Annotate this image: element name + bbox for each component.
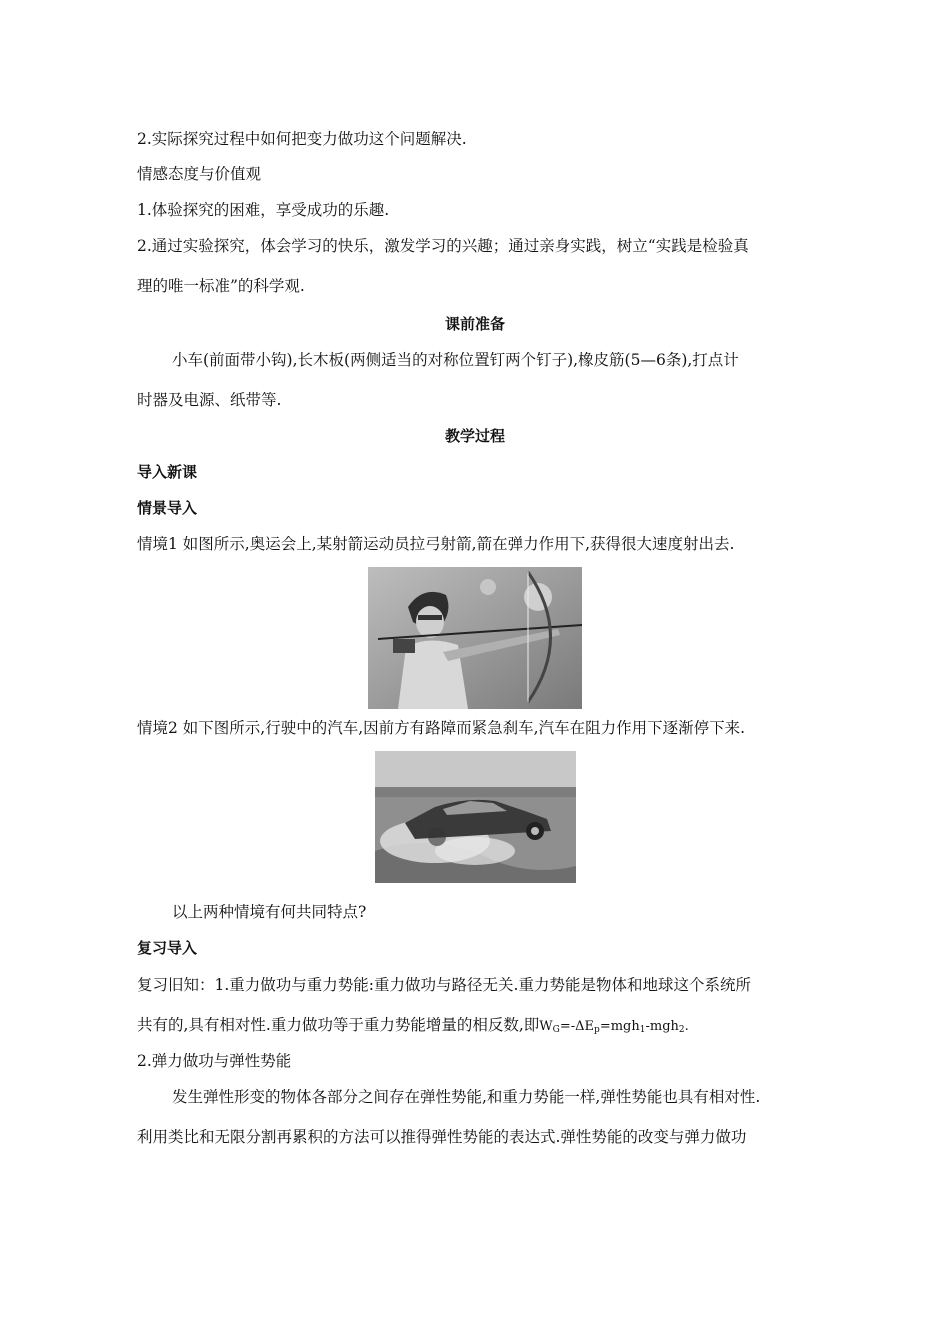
scene1-text: 情境1 如图所示,奥运会上,某射箭运动员拉弓射箭,箭在弹力作用下,获得很大速度射出去. — [137, 535, 735, 553]
elastic-line1: 发生弹性形变的物体各部分之间存在弹性势能,和重力势能一样,弹性势能也具有相对性. — [172, 1088, 761, 1106]
intro-heading: 导入新课 — [137, 463, 198, 481]
preparation-line2: 时器及电源、纸带等. — [137, 391, 282, 409]
question-text: 以上两种情境有何共同特点? — [172, 903, 367, 921]
review-line2 — [137, 1015, 689, 1040]
car-photo — [375, 751, 576, 883]
elastic-line2: 利用类比和无限分割再累积的方法可以推得弹性势能的表达式.弹性势能的改变与弹力做功 — [137, 1128, 747, 1146]
process-heading: 教学过程 — [444, 427, 505, 445]
scene-heading: 情景导入 — [137, 499, 198, 517]
review-heading: 复习导入 — [137, 939, 198, 957]
review-line1: 复习旧知：1.重力做功与重力势能:重力做功与路径无关.重力势能是物体和地球这个系统所 — [137, 976, 751, 994]
preparation-heading: 课前准备 — [444, 315, 505, 333]
attitude-heading: 情感态度与价值观 — [137, 165, 262, 183]
attitude-item-2-line2: 理的唯一标准”的科学观. — [137, 277, 305, 295]
review-line2-text: 共有的,具有相对性.重力做功等于重力势能增量的相反数,即 — [137, 1016, 540, 1034]
scene2-text: 情境2 如下图所示,行驶中的汽车,因前方有路障而紧急刹车,汽车在阻力作用下逐渐停下来. — [137, 719, 745, 737]
objective-item-2: 2.实际探究过程中如何把变力做功这个问题解决. — [137, 130, 467, 148]
formula: $W_G=-\Delta E_p=mgh_1-mgh_2$. — [539, 1019, 689, 1035]
attitude-item-1: 1.体验探究的困难，享受成功的乐趣. — [137, 201, 390, 219]
archer-photo — [368, 567, 582, 709]
preparation-line1: 小车(前面带小钩),长木板(两侧适当的对称位置钉两个钉子),橡皮筋(5—6条),打点计 — [172, 351, 739, 369]
attitude-item-2-line1: 2.通过实验探究，体会学习的快乐，激发学习的兴趣；通过亲身实践，树立“实践是检验真 — [137, 237, 749, 255]
elastic-heading: 2.弹力做功与弹性势能 — [137, 1052, 292, 1070]
